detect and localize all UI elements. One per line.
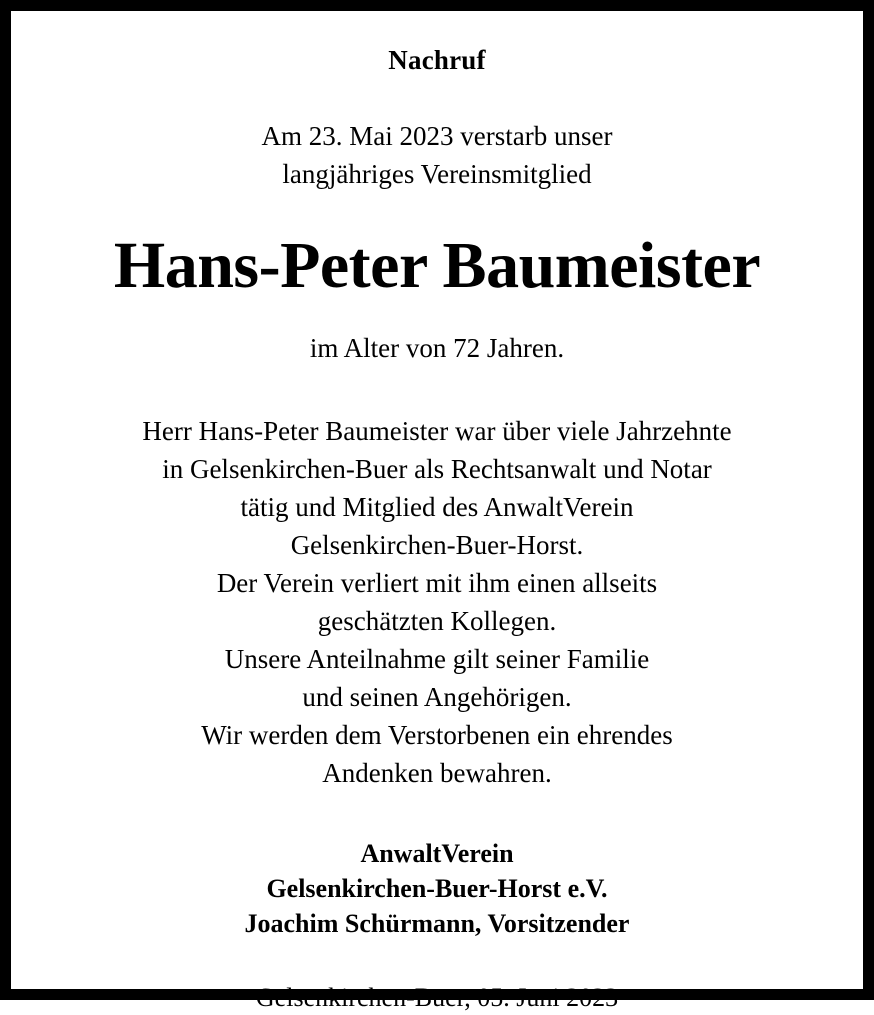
- tribute-line: und seinen Angehörigen.: [302, 682, 572, 712]
- intro-line: Am 23. Mai 2023 verstarb unser: [261, 121, 613, 151]
- age-line: im Alter von 72 Jahren.: [309, 333, 565, 363]
- signature-organization-line: AnwaltVerein: [360, 839, 514, 868]
- tribute-line: Unsere Anteilnahme gilt seiner Familie: [224, 644, 650, 674]
- page-title: Nachruf: [388, 45, 486, 75]
- tribute-block: [33, 412, 841, 792]
- place-and-date: Gelsenkirchen-Buer, 05. Juni 2023: [255, 983, 619, 1012]
- tribute-line: Der Verein verliert mit ihm einen allseits: [216, 568, 658, 598]
- tribute-line: geschätzten Kollegen.: [317, 606, 557, 636]
- tribute-line: Herr Hans-Peter Baumeister war über viele Jahrzehnte: [142, 416, 732, 446]
- deceased-name: Hans-Peter Baumeister: [113, 229, 761, 302]
- obituary-notice: [11, 11, 863, 1012]
- signature-organization-line: Gelsenkirchen-Buer-Horst e.V.: [266, 874, 608, 903]
- tribute-line: in Gelsenkirchen-Buer als Rechtsanwalt und Notar: [162, 454, 712, 484]
- intro-line: langjähriges Vereinsmitglied: [282, 159, 592, 189]
- tribute-line: Gelsenkirchen-Buer-Horst.: [290, 530, 584, 560]
- tribute-line: tätig und Mitglied des AnwaltVerein: [240, 492, 634, 522]
- tribute-line: Andenken bewahren.: [322, 758, 552, 788]
- tribute-line: Wir werden dem Verstorbenen ein ehrendes: [201, 720, 673, 750]
- intro-block: [33, 117, 841, 193]
- signature-block: [33, 836, 841, 941]
- signature-signatory-line: Joachim Schürmann, Vorsitzender: [244, 909, 630, 938]
